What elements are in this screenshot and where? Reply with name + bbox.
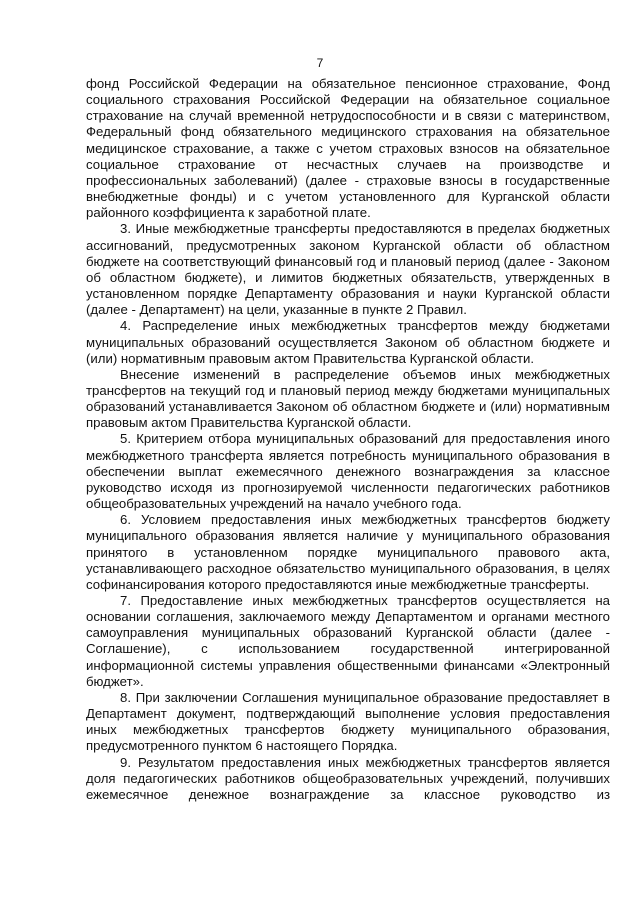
paragraph-3: 3. Иные межбюджетные трансферты предоставляются в пределах бюджетных ассигнований, предусмотренных законом Курганской области об областном бюджете на соответствующий финансовый год и плановый период (далее - Законом об областном бюджете), и лимитов бюджетных обязательств, утвержденных в установленном порядке Департаменту образования и науки Курганской области (далее - Департамент) на цели, указанные в пункте 2 Правил.: [86, 221, 610, 318]
page-number: 7: [316, 56, 324, 70]
paragraph-4-amendments: Внесение изменений в распределение объемов иных межбюджетных трансфертов на текущий год и плановый период между бюджетами муниципальных образований устанавливается Законом об областном бюджете и (или) нормативным правовым актом Правительства Курганской области.: [86, 366, 610, 431]
paragraph-8: 8. При заключении Соглашения муниципальное образование предоставляет в Департамент документ, подтверждающий выполнение условия предоставления иных межбюджетных трансфертов бюджету муниципального образования, предусмотренного пунктом 6 настоящего Порядка.: [86, 689, 610, 754]
paragraph-7: 7. Предоставление иных межбюджетных трансфертов осуществляется на основании соглашения, заключаемого между Департаментом и органами местного самоуправления муниципальных образований Курганской области (далее - Соглашение), с использованием государственной интегрированной информационной системы управления общественными финансами «Электронный бюджет».: [86, 593, 610, 689]
paragraph-4: 4. Распределение иных межбюджетных трансфертов между бюджетами муниципальных образований осуществляется Законом об областном бюджете и (или) нормативным правовым актом Правительства Курганской области.: [86, 318, 610, 366]
paragraph-6: 6. Условием предоставления иных межбюджетных трансфертов бюджету муниципального образования является наличие у муниципального образования принятого в установленном порядке муниципального правового акта, устанавливающего расходное обязательство муниципального образования, в целях софинансирования которого предоставляются иные межбюджетные трансферты.: [86, 512, 610, 592]
paragraph-9: 9. Результатом предоставления иных межбюджетных трансфертов является доля педагогических работников общеобразовательных учреждений, получивших ежемесячное денежное вознаграждение за классное руководство из: [86, 754, 610, 802]
paragraph-5: 5. Критерием отбора муниципальных образований для предоставления иного межбюджетного трансферта является потребность муниципального образования в обеспечении выплат ежемесячного денежного вознаграждения за классное руководство исходя из прогнозируемой численности педагогических работников общеобразовательных учреждений на начало учебного года.: [86, 431, 610, 512]
document-body: [86, 76, 610, 803]
paragraph-continuation: фонд Российской Федерации на обязательное пенсионное страхование, Фонд социального страхования Российской Федерации на обязательное социальное страхование на случай временной нетрудоспособности и в связи с материнством, Федеральный фонд обязательного медицинского страхования на обязательное медицинское страхование, а также с учетом страховых взносов на обязательное социальное страхование от несчастных случаев на производстве и профессиональных заболеваний) (далее - страховые взносы в государственные внебюджетные фонды) и с учетом установленного для Курганской области районного коэффициента к заработной плате.: [86, 76, 610, 221]
